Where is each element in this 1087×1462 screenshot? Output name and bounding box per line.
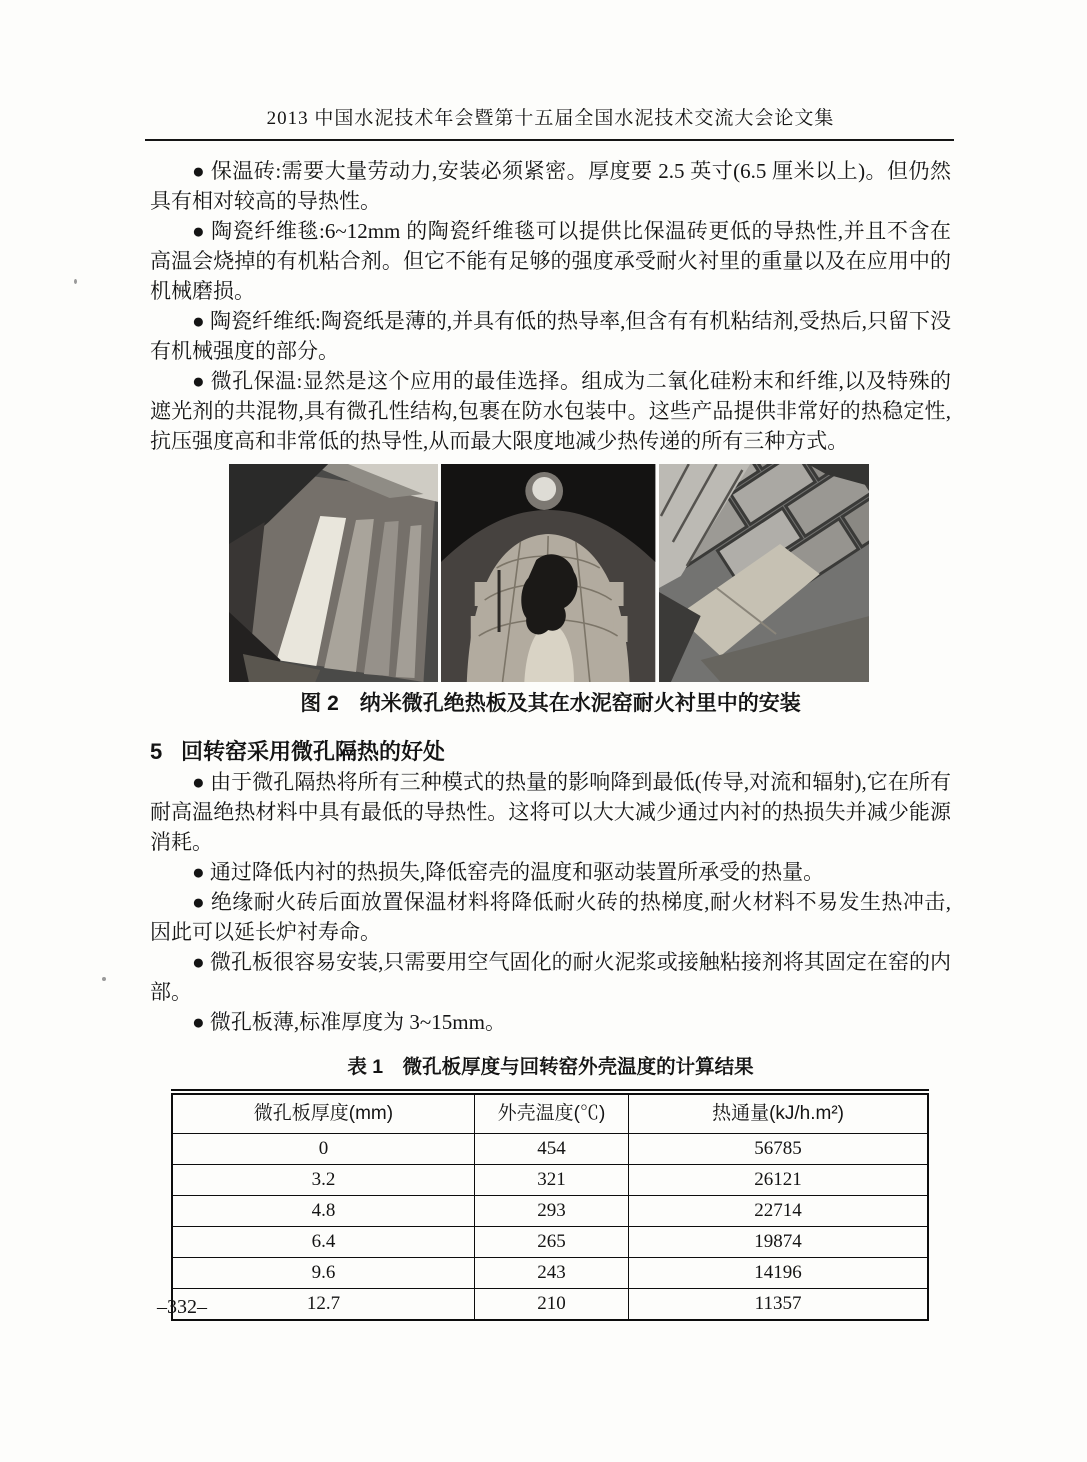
table-row — [172, 1134, 928, 1165]
scan-artifact-speck — [74, 279, 77, 284]
cell-heat-flux: 14196 — [629, 1258, 928, 1289]
cell-shell-temp: 454 — [474, 1134, 628, 1165]
figure2-photo-strip — [229, 464, 869, 682]
figure2-photo-insulation-boards — [229, 464, 438, 682]
bullet-paragraph: ● 通过降低内衬的热损失,降低窑壳的温度和驱动装置所承受的热量。 — [192, 860, 825, 884]
cell-thickness: 3.2 — [172, 1165, 474, 1196]
bullet-paragraph: ● 微孔保温:显然是这个应用的最佳选择。组成为二氧化硅粉末和纤维,以及特殊的遮光剂的共混物,具有微孔性结构,包裹在防水包装中。这些产品提供非常好的热稳定性,抗压强度高和非常低的热导性,从而最大限度地减少热传递的所有三种方式。 — [150, 369, 951, 453]
table1 — [171, 1093, 929, 1321]
cell-thickness: 12.7 — [172, 1289, 474, 1321]
bullet-paragraph: ● 由于微孔隔热将所有三种模式的热量的影响降到最低(传导,对流和辐射),它在所有耐高温绝热材料中具有最低的导热性。这将可以大大减少通过内衬的热损失并减少能源消耗。 — [150, 770, 951, 854]
cell-heat-flux: 11357 — [629, 1289, 928, 1321]
cell-heat-flux: 19874 — [629, 1227, 928, 1258]
table1-wrap — [171, 1089, 929, 1321]
cell-shell-temp: 293 — [474, 1196, 628, 1227]
table-row — [172, 1289, 928, 1321]
figure2-photo-brick-lining — [659, 464, 869, 682]
table-header-row — [172, 1094, 928, 1134]
bullet-paragraph: ● 微孔板很容易安装,只需要用空气固化的耐火泥浆或接触粘接剂将其固定在窑的内部。 — [150, 950, 951, 1004]
cell-thickness: 6.4 — [172, 1227, 474, 1258]
running-head: 2013 中国水泥技术年会暨第十五届全国水泥技术交流大会论文集 — [266, 108, 835, 129]
cell-shell-temp: 321 — [474, 1165, 628, 1196]
cell-heat-flux: 26121 — [629, 1165, 928, 1196]
section-5-heading — [150, 737, 951, 767]
table-row — [172, 1165, 928, 1196]
cell-thickness: 0 — [172, 1134, 474, 1165]
figure2-photo-kiln-interior — [441, 464, 655, 682]
column-header-shell-temp: 外壳温度(℃) — [474, 1094, 628, 1134]
table-row — [172, 1258, 928, 1289]
cell-heat-flux: 22714 — [629, 1196, 928, 1227]
column-header-heat-flux: 热通量(kJ/h.m²) — [629, 1094, 928, 1134]
brick-lining-image — [659, 464, 869, 682]
cell-shell-temp: 210 — [474, 1289, 628, 1321]
bullet-paragraph: ● 保温砖:需要大量劳动力,安装必须紧密。厚度要 2.5 英寸(6.5 厘米以上)。但仍然具有相对较高的导热性。 — [150, 159, 951, 213]
insulation-boards-image — [229, 464, 438, 682]
section-title: 回转窑采用微孔隔热的好处 — [180, 739, 445, 764]
column-header-thickness: 微孔板厚度(mm) — [172, 1094, 474, 1134]
page-number: –332– — [157, 1296, 207, 1318]
body-column — [150, 156, 951, 1321]
header-rule — [145, 139, 954, 141]
cell-shell-temp: 265 — [474, 1227, 628, 1258]
table1-title: 表 1 微孔板厚度与回转窑外壳温度的计算结果 — [347, 1056, 754, 1078]
table-row — [172, 1196, 928, 1227]
bullet-paragraph: ● 陶瓷纤维纸:陶瓷纸是薄的,并具有低的热导率,但含有有机粘结剂,受热后,只留下没有机械强度的部分。 — [150, 309, 951, 363]
cell-thickness: 4.8 — [172, 1196, 474, 1227]
section-number: 5 — [150, 739, 163, 764]
table-row — [172, 1227, 928, 1258]
kiln-interior-image — [441, 464, 655, 682]
cell-shell-temp: 243 — [474, 1258, 628, 1289]
figure2-caption: 图 2 纳米微孔绝热板及其在水泥窑耐火衬里中的安装 — [300, 692, 801, 715]
cell-thickness: 9.6 — [172, 1258, 474, 1289]
cell-heat-flux: 56785 — [629, 1134, 928, 1165]
bullet-paragraph: ● 绝缘耐火砖后面放置保温材料将降低耐火砖的热梯度,耐火材料不易发生热冲击,因此可以延长炉衬寿命。 — [150, 890, 951, 944]
scan-artifact-speck — [102, 977, 106, 981]
bullet-paragraph: ● 陶瓷纤维毯:6~12mm 的陶瓷纤维毯可以提供比保温砖更低的导热性,并且不含在高温会烧掉的有机粘合剂。但它不能有足够的强度承受耐火衬里的重量以及在应用中的机械磨损。 — [150, 219, 951, 303]
bullet-paragraph: ● 微孔板薄,标准厚度为 3~15mm。 — [192, 1010, 506, 1034]
